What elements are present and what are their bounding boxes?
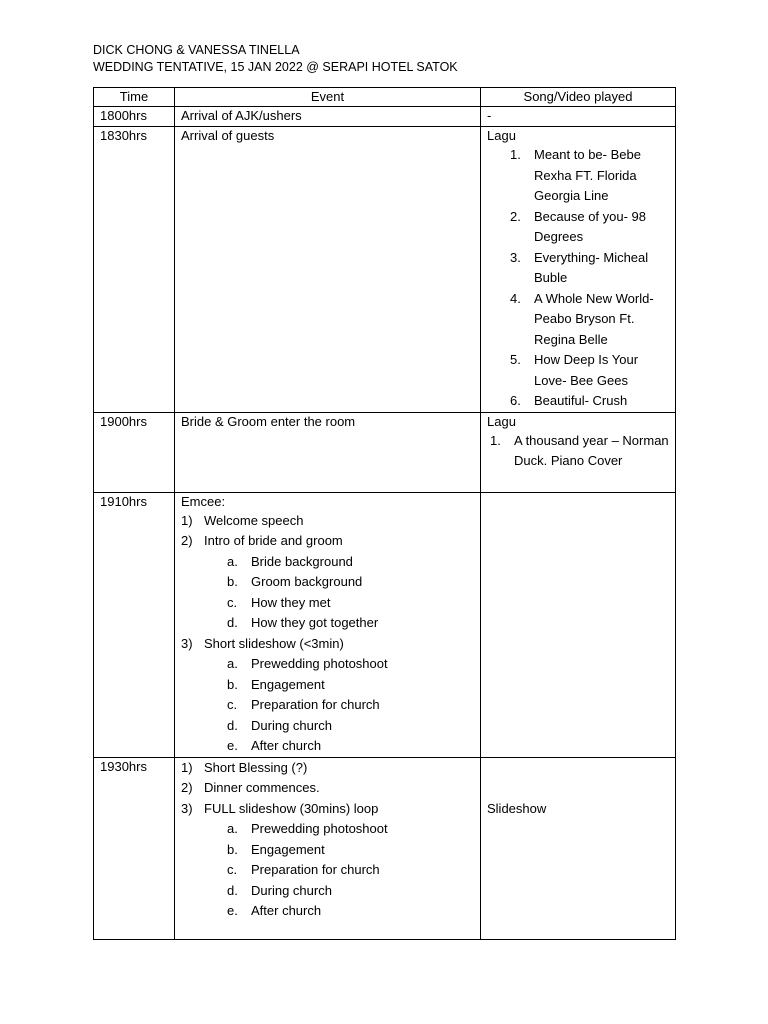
event-title: Emcee: — [181, 493, 226, 509]
event-cell — [175, 492, 481, 757]
list-item: b. Groom background — [227, 574, 363, 589]
document-header — [93, 42, 458, 76]
list-item: b. Engagement — [227, 841, 325, 857]
list-item: c. Preparation for church — [227, 862, 380, 877]
list-item: a. Prewedding photoshoot — [227, 656, 388, 671]
song-list — [487, 431, 669, 472]
event-list — [181, 758, 474, 820]
time-cell: 1900hrs — [94, 412, 175, 492]
list-item: 6. Beautiful- Crush — [510, 393, 628, 408]
list-item: 3) Short slideshow (<3min) — [181, 635, 344, 651]
list-item: 1) Welcome speech — [181, 512, 304, 528]
time-cell: 1830hrs — [94, 127, 175, 413]
list-item: 5. How Deep Is Your Love- Bee Gees — [510, 352, 639, 388]
list-item: c. Preparation for church — [227, 697, 380, 712]
sub-list — [181, 654, 474, 757]
event-list — [181, 511, 474, 552]
list-item: 2) Dinner commences. — [181, 780, 320, 795]
table-header-row — [94, 88, 676, 107]
list-item: 4. A Whole New World- Peabo Bryson Ft. Regina Belle — [510, 290, 654, 347]
list-item: d. During church — [227, 717, 332, 733]
column-header-time: Time — [94, 88, 175, 107]
list-item: 2. Because of you- 98 Degrees — [510, 208, 647, 244]
list-item: 1) Short Blessing (?) — [181, 759, 308, 775]
event-cell: Bride & Groom enter the room — [175, 412, 481, 492]
couple-names: DICK CHONG & VANESSA TINELLA — [93, 43, 300, 57]
column-header-event: Event — [175, 88, 481, 107]
event-cell: Arrival of AJK/ushers — [175, 107, 481, 127]
song-list — [487, 145, 669, 412]
sub-list — [181, 819, 474, 922]
list-item: 3) FULL slideshow (30mins) loop — [181, 800, 379, 816]
list-item: a. Bride background — [227, 553, 353, 569]
time-cell: 1910hrs — [94, 492, 175, 757]
list-item: e. After church — [227, 903, 322, 918]
list-item: 2) Intro of bride and groom — [181, 533, 343, 548]
song-cell — [481, 757, 676, 939]
song-cell — [481, 412, 676, 492]
list-item: 1. Meant to be- Bebe Rexha FT. Florida Georgia Line — [510, 147, 641, 203]
list-item: b. Engagement — [227, 676, 325, 692]
video-label: Slideshow — [487, 800, 547, 816]
song-cell — [481, 127, 676, 413]
song-list-title: Lagu — [487, 413, 516, 429]
event-title: WEDDING TENTATIVE, 15 JAN 2022 @ SERAPI HOTEL SATOK — [93, 60, 458, 74]
list-item: 1. A thousand year – Norman Duck. Piano Cover — [490, 432, 669, 468]
event-list — [181, 634, 474, 655]
table-row — [94, 412, 676, 492]
song-cell: - — [481, 107, 676, 127]
list-item: d. How they got together — [227, 615, 379, 630]
table-row — [94, 757, 676, 939]
song-list-title: Lagu — [487, 128, 516, 143]
column-header-song: Song/Video played — [481, 88, 676, 107]
table-row — [94, 127, 676, 413]
list-item: 3. Everything- Micheal Buble — [510, 249, 649, 285]
list-item: c. How they met — [227, 594, 331, 610]
time-cell: 1930hrs — [94, 757, 175, 939]
song-cell — [481, 492, 676, 757]
table-row — [94, 107, 676, 127]
sub-list — [181, 552, 474, 634]
table-row — [94, 492, 676, 757]
event-cell: Arrival of guests — [175, 127, 481, 413]
list-item: d. During church — [227, 882, 332, 898]
schedule-table — [93, 87, 676, 940]
event-cell — [175, 757, 481, 939]
list-item: a. Prewedding photoshoot — [227, 821, 388, 836]
list-item: e. After church — [227, 738, 322, 753]
time-cell: 1800hrs — [94, 107, 175, 127]
